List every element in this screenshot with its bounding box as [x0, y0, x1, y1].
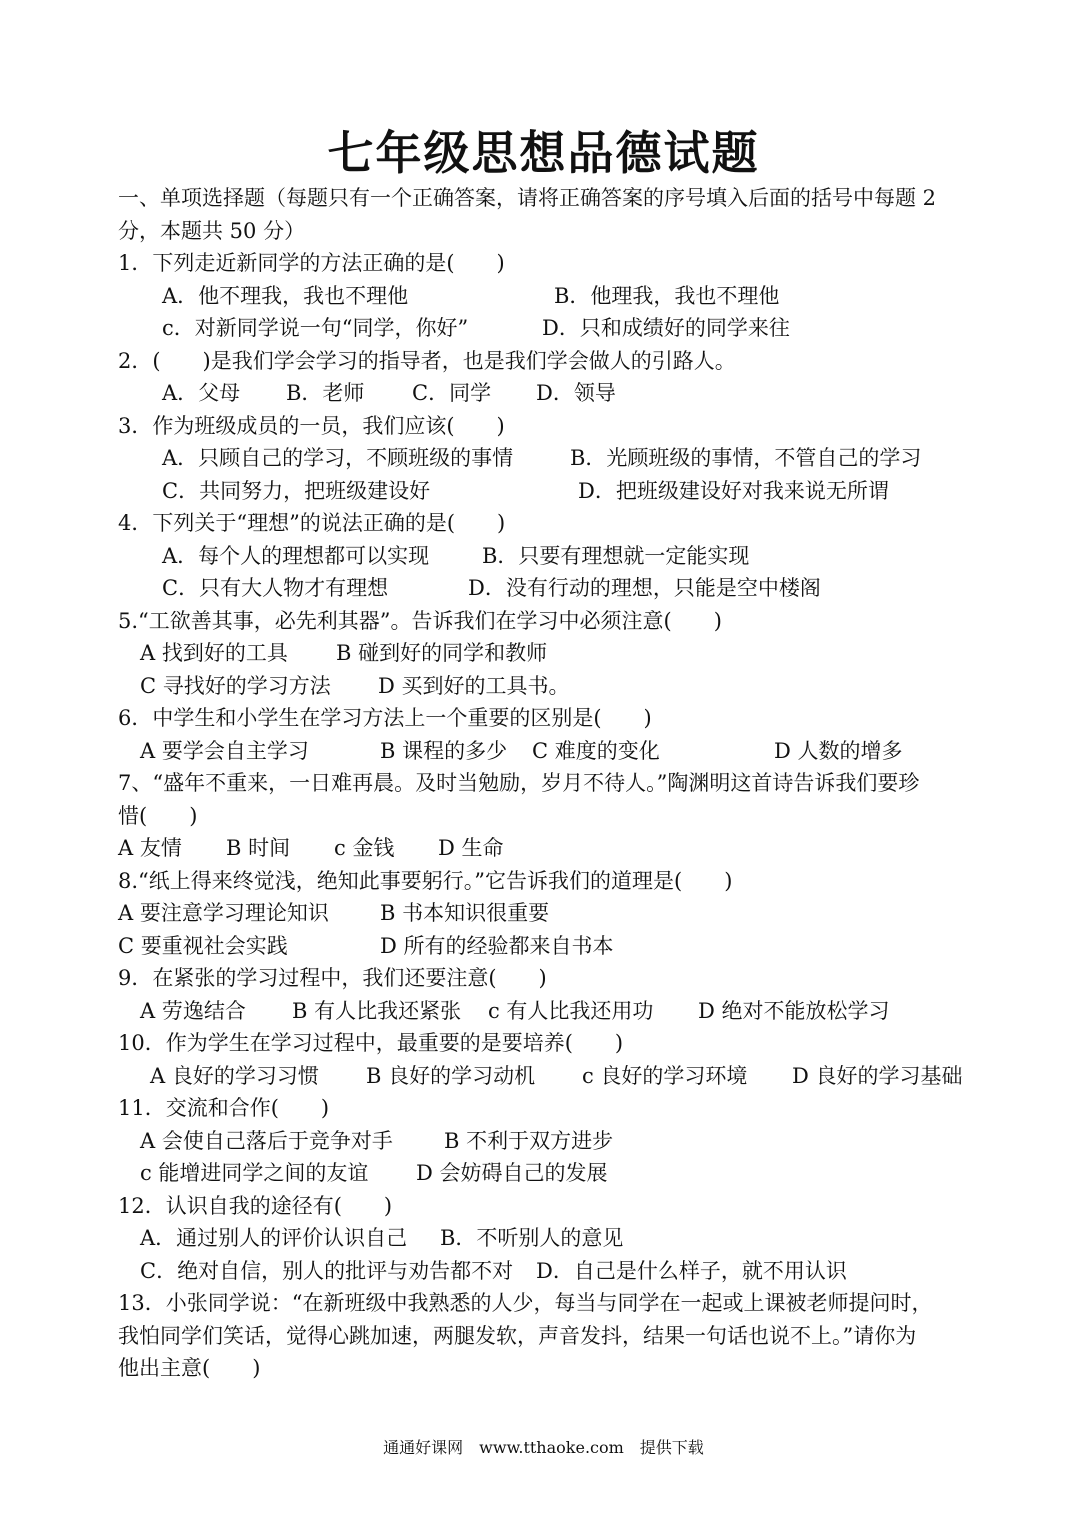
question-1: [118, 247, 978, 345]
option-d: D 绝对不能放松学习: [698, 998, 890, 1023]
option-a: A．他不理我，我也不理他: [162, 283, 409, 308]
option-b: B．老师: [286, 381, 365, 405]
question-10: [118, 1027, 978, 1092]
option-b: B 课程的多少: [380, 738, 508, 763]
option-a: A 劳逸结合: [140, 998, 246, 1023]
option-d: D 人数的增多: [774, 738, 903, 763]
option-d: D．自己是什么样子，就不用认识: [536, 1258, 847, 1283]
option-d: D 良好的学习基础: [792, 1063, 963, 1088]
option-c: C 要重视社会实践: [118, 933, 288, 958]
option-c: c 金钱: [334, 836, 395, 860]
option-row: [118, 670, 978, 703]
option-c: C．绝对自信，别人的批评与劝告都不对: [140, 1258, 514, 1283]
exam-content: [118, 182, 978, 1385]
question-stem-cont: 他出主意( ): [118, 1356, 261, 1380]
question-stem-cont: 惜( ): [118, 803, 198, 828]
question-12: [118, 1190, 978, 1288]
option-d: D 会妨碍自己的发展: [416, 1161, 608, 1185]
option-c: C 寻找好的学习方法: [140, 673, 331, 698]
question-stem-cont: 我怕同学们笑话，觉得心跳加速，两腿发软，声音发抖，结果一句话也说不上。”请你为: [118, 1323, 917, 1348]
option-row: [118, 442, 978, 475]
question-13: [118, 1287, 978, 1385]
option-b: B 不利于双方进步: [444, 1128, 614, 1153]
option-c: C．同学: [412, 381, 492, 405]
option-b: B 有人比我还紧张: [292, 998, 462, 1023]
option-row: [118, 1125, 978, 1158]
option-c: C．共同努力，把班级建设好: [162, 478, 431, 503]
question-9: [118, 962, 978, 1027]
option-row: [118, 312, 978, 345]
question-11: [118, 1092, 978, 1190]
question-stem: 3．作为班级成员的一员，我们应该( ): [118, 413, 505, 438]
option-b: B 碰到好的同学和教师: [336, 641, 548, 665]
option-b: B．他理我，我也不理他: [554, 283, 780, 308]
option-c: c 良好的学习环境: [582, 1063, 748, 1088]
option-a: A．每个人的理想都可以实现: [162, 543, 430, 568]
question-stem: 11．交流和合作( ): [118, 1096, 330, 1120]
question-5: [118, 605, 978, 703]
question-6: [118, 702, 978, 767]
question-stem: 8.“纸上得来终觉浅，绝知此事要躬行。”它告诉我们的道理是( ): [118, 868, 733, 893]
option-a: A．只顾自己的学习，不顾班级的事情: [162, 446, 514, 470]
page-title: 七年级思想品德试题: [327, 126, 760, 180]
option-c: c．对新同学说一句“同学，你好”: [162, 316, 469, 340]
option-d: D 买到好的工具书。: [378, 673, 570, 698]
option-row: [118, 572, 978, 605]
option-row: [118, 280, 978, 313]
option-d: D．只和成绩好的同学来往: [542, 316, 790, 340]
question-stem: 6．中学生和小学生在学习方法上一个重要的区别是( ): [118, 706, 652, 730]
option-row: [118, 377, 978, 410]
option-a: A 会使自己落后于竞争对手: [140, 1128, 393, 1153]
question-stem: 9．在紧张的学习过程中，我们还要注意( ): [118, 966, 547, 990]
option-a: A 要注意学习理论知识: [118, 901, 329, 925]
option-row: [118, 1255, 978, 1288]
question-stem: 1．下列走近新同学的方法正确的是( ): [118, 251, 505, 275]
option-a: A 找到好的工具: [140, 641, 288, 665]
option-a: A 友情: [118, 836, 182, 860]
section-instruction-cont: 分，本题共 50 分）: [118, 218, 306, 243]
question-stem: 7、“盛年不重来，一日难再晨。及时当勉励，岁月不待人。”陶渊明这首诗告诉我们要珍: [118, 771, 920, 795]
option-b: B．只要有理想就一定能实现: [482, 543, 750, 568]
option-c: c 能增进同学之间的友谊: [140, 1161, 369, 1185]
option-row: [118, 995, 978, 1028]
option-b: B 良好的学习动机: [366, 1063, 536, 1088]
option-a: A．通过别人的评价认识自己: [140, 1226, 408, 1250]
question-3: [118, 410, 978, 508]
option-b: B 时间: [226, 836, 291, 860]
option-row: [118, 637, 978, 670]
question-stem: 13．小张同学说：“在新班级中我熟悉的人少，每当与同学在一起或上课被老师提问时，: [118, 1291, 933, 1315]
option-d: D 生命: [438, 836, 504, 860]
option-a: A．父母: [162, 381, 241, 405]
option-row: [118, 897, 978, 930]
option-a: A 良好的学习习惯: [150, 1063, 319, 1088]
question-stem: 2．( )是我们学会学习的指导者，也是我们学会做人的引路人。: [118, 348, 736, 373]
option-row: [118, 1222, 978, 1255]
question-7: [118, 767, 978, 865]
option-row: [118, 1060, 978, 1093]
option-b: B 书本知识很重要: [380, 901, 550, 925]
option-d: D 所有的经验都来自书本: [380, 933, 614, 958]
question-4: [118, 507, 978, 605]
option-a: A 要学会自主学习: [140, 738, 309, 763]
option-c: C．只有大人物才有理想: [162, 576, 389, 600]
option-d: D．把班级建设好对我来说无所谓: [578, 478, 889, 503]
option-c: c 有人比我还用功: [488, 998, 654, 1023]
option-b: B．光顾班级的事情，不管自己的学习: [570, 446, 922, 470]
option-c: C 难度的变化: [532, 738, 660, 763]
option-row: [118, 475, 978, 508]
section-instruction: 一、单项选择题（每题只有一个正确答案，请将正确答案的序号填入后面的括号中每题 2: [118, 186, 937, 210]
option-row: [118, 832, 978, 865]
question-2: [118, 345, 978, 410]
page-footer: 通通好课网 www.tthaoke.com 提供下载: [383, 1438, 704, 1457]
question-stem: 4．下列关于“理想”的说法正确的是( ): [118, 511, 506, 535]
option-b: B．不听别人的意见: [440, 1226, 624, 1250]
option-row: [118, 540, 978, 573]
option-d: D．领导: [536, 381, 616, 405]
question-8: [118, 865, 978, 963]
question-stem: 12．认识自我的途径有( ): [118, 1193, 393, 1218]
option-d: D．没有行动的理想，只能是空中楼阁: [468, 576, 821, 600]
option-row: [118, 735, 978, 768]
option-row: [118, 930, 978, 963]
question-stem: 5.“工欲善其事，必先利其器”。告诉我们在学习中必须注意( ): [118, 608, 722, 633]
option-row: [118, 1157, 978, 1190]
question-stem: 10．作为学生在学习过程中，最重要的是要培养( ): [118, 1031, 624, 1055]
